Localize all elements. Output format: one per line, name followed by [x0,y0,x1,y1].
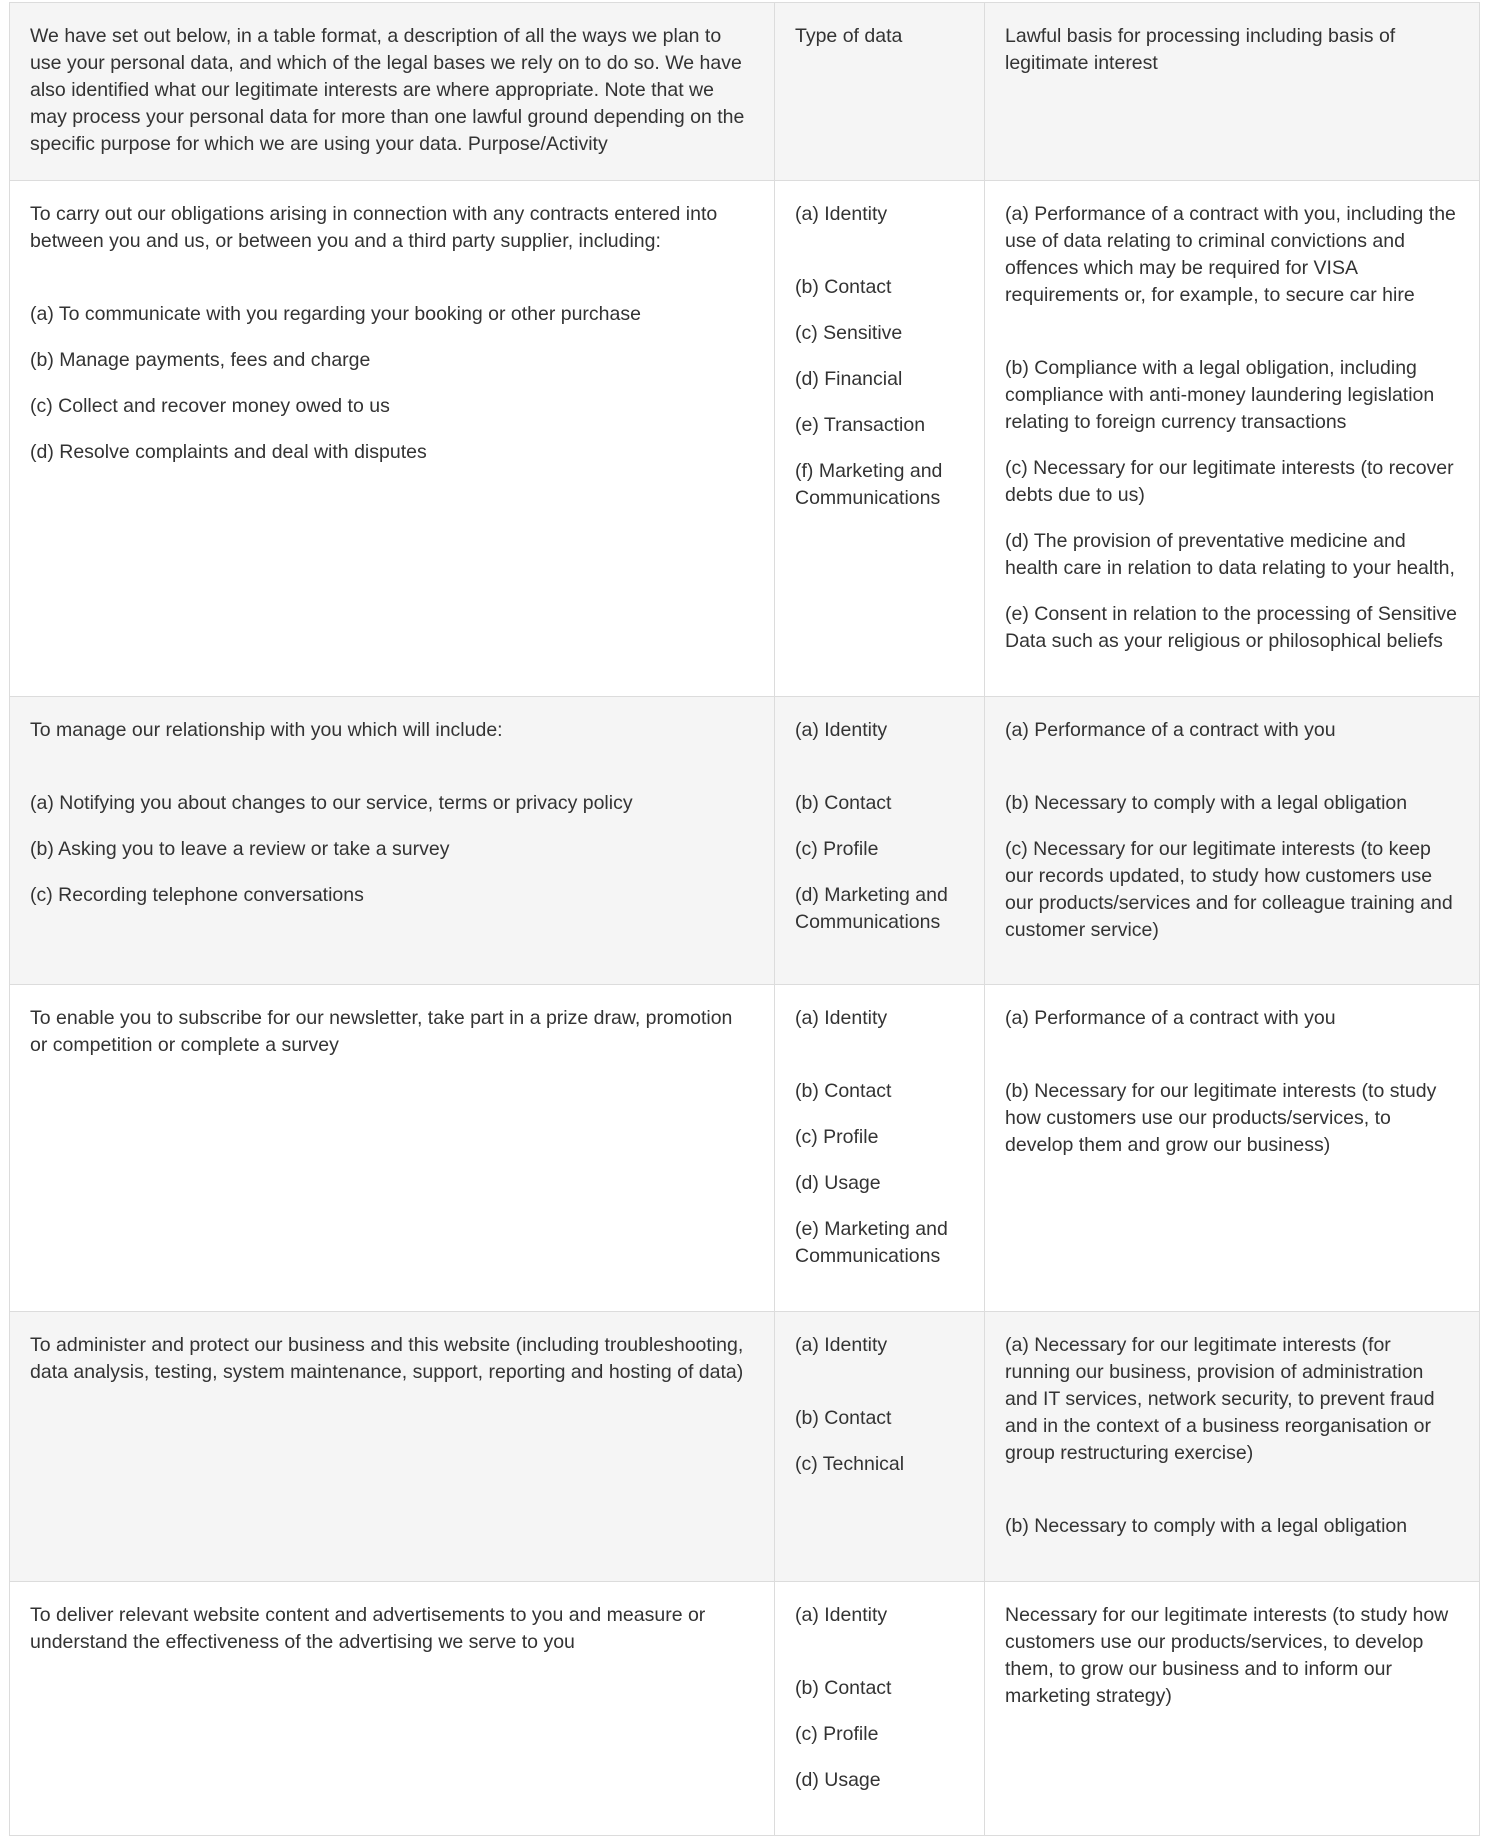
header-basis-cell [985,3,1480,181]
type-cell [775,1582,985,1836]
header-type-cell [775,3,985,181]
type-item: (b) Contact [795,1407,892,1429]
type-item: (a) Identity [795,203,888,225]
purpose-cell [10,1582,775,1836]
type-item: (c) Technical [795,1453,905,1475]
type-item: (b) Contact [795,276,892,298]
type-item: (a) Identity [795,719,888,741]
type-item: (d) Usage [795,1769,881,1791]
type-item: (c) Profile [795,1126,879,1148]
table-row [10,985,1480,1312]
type-cell [775,985,985,1312]
basis-item: (b) Necessary to comply with a legal obligation [1005,1515,1408,1537]
type-item: (b) Contact [795,1080,892,1102]
type-item: (a) Identity [795,1007,888,1029]
header-basis-text: Lawful basis for processing including basis of legitimate interest [1005,25,1396,74]
purpose-item: (b) Asking you to leave a review or take a survey [30,838,450,860]
purpose-intro: To administer and protect our business and this website (including troubleshooting, data analysis, testing, system maintenance, support, reporting and hosting of data) [30,1334,744,1383]
purpose-cell [10,1312,775,1582]
basis-cell [985,697,1480,985]
purpose-intro: To deliver relevant website content and advertisements to you and measure or understand the effectiveness of the advertising we serve to you [30,1604,706,1653]
purpose-item: (b) Manage payments, fees and charge [30,349,371,371]
purpose-item: (c) Collect and recover money owed to us [30,395,390,417]
purpose-cell [10,697,775,985]
table-row [10,181,1480,697]
type-item: (a) Identity [795,1334,888,1356]
basis-item: (b) Compliance with a legal obligation, including compliance with anti-money laundering legislation relating to foreign currency transactions [1005,357,1435,433]
basis-item: (b) Necessary to comply with a legal obligation [1005,792,1408,814]
basis-item: (c) Necessary for our legitimate interests (to recover debts due to us) [1005,457,1454,506]
purpose-intro: To carry out our obligations arising in connection with any contracts entered into between you and us, or between you and a third party supplier, including: [30,203,718,252]
basis-item: (a) Performance of a contract with you [1005,719,1336,741]
purpose-cell [10,181,775,697]
type-item: (b) Contact [795,792,892,814]
basis-item: (a) Performance of a contract with you [1005,1007,1336,1029]
type-item: (e) Transaction [795,414,926,436]
table-row [10,1582,1480,1836]
basis-item: (e) Consent in relation to the processing of Sensitive Data such as your religious or philosophical beliefs [1005,603,1457,652]
basis-item: (a) Performance of a contract with you, including the use of data relating to criminal convictions and offences which may be required for VISA requirements or, for example, to secure car hire [1005,203,1456,306]
type-cell [775,181,985,697]
purpose-item: (d) Resolve complaints and deal with disputes [30,441,427,463]
type-item: (c) Profile [795,1723,879,1745]
purpose-item: (c) Recording telephone conversations [30,884,364,906]
basis-cell [985,1582,1480,1836]
type-cell [775,1312,985,1582]
type-item: (c) Profile [795,838,879,860]
basis-item: (a) Necessary for our legitimate interests (for running our business, provision of administration and IT services, network security, to prevent fraud and in the context of a business reorganisation or group restructuring exercise) [1005,1334,1435,1464]
header-type-text: Type of data [795,25,903,47]
basis-item: (b) Necessary for our legitimate interests (to study how customers use our products/services, to develop them and grow our business) [1005,1080,1437,1156]
lawful-basis-table [9,2,1480,1836]
type-cell [775,697,985,985]
basis-cell [985,985,1480,1312]
purpose-item: (a) To communicate with you regarding your booking or other purchase [30,303,641,325]
type-item: (b) Contact [795,1677,892,1699]
basis-cell [985,181,1480,697]
type-item: (d) Financial [795,368,903,390]
table-header-row [10,3,1480,181]
basis-cell [985,1312,1480,1582]
header-purpose-cell [10,3,775,181]
table-row [10,697,1480,985]
type-item: (d) Usage [795,1172,881,1194]
type-item: (c) Sensitive [795,322,903,344]
type-item: (d) Marketing and Communications [795,884,948,933]
purpose-intro: To enable you to subscribe for our newsletter, take part in a prize draw, promotion or competition or complete a survey [30,1007,733,1056]
purpose-intro: To manage our relationship with you which will include: [30,719,503,741]
type-item: (a) Identity [795,1604,888,1626]
table-row [10,1312,1480,1582]
basis-item: (c) Necessary for our legitimate interests (to keep our records updated, to study how customers use our products/services and for colleague training and customer service) [1005,838,1453,941]
type-item: (e) Marketing and Communications [795,1218,948,1267]
type-item: (f) Marketing and Communications [795,460,943,509]
header-purpose-text: We have set out below, in a table format, a description of all the ways we plan to use your personal data, and which of the legal bases we rely on to do so. We have also identified what our legitimate interests are where appropriate. Note that we may process your personal data for more than one lawful ground depending on the specific purpose for which we are using your data. Purpose/Activity [30,25,745,155]
purpose-item: (a) Notifying you about changes to our service, terms or privacy policy [30,792,633,814]
basis-item: (d) The provision of preventative medicine and health care in relation to data relating to your health, [1005,530,1455,579]
purpose-cell [10,985,775,1312]
basis-item: Necessary for our legitimate interests (to study how customers use our products/services, to develop them, to grow our business and to inform our marketing strategy) [1005,1604,1449,1707]
